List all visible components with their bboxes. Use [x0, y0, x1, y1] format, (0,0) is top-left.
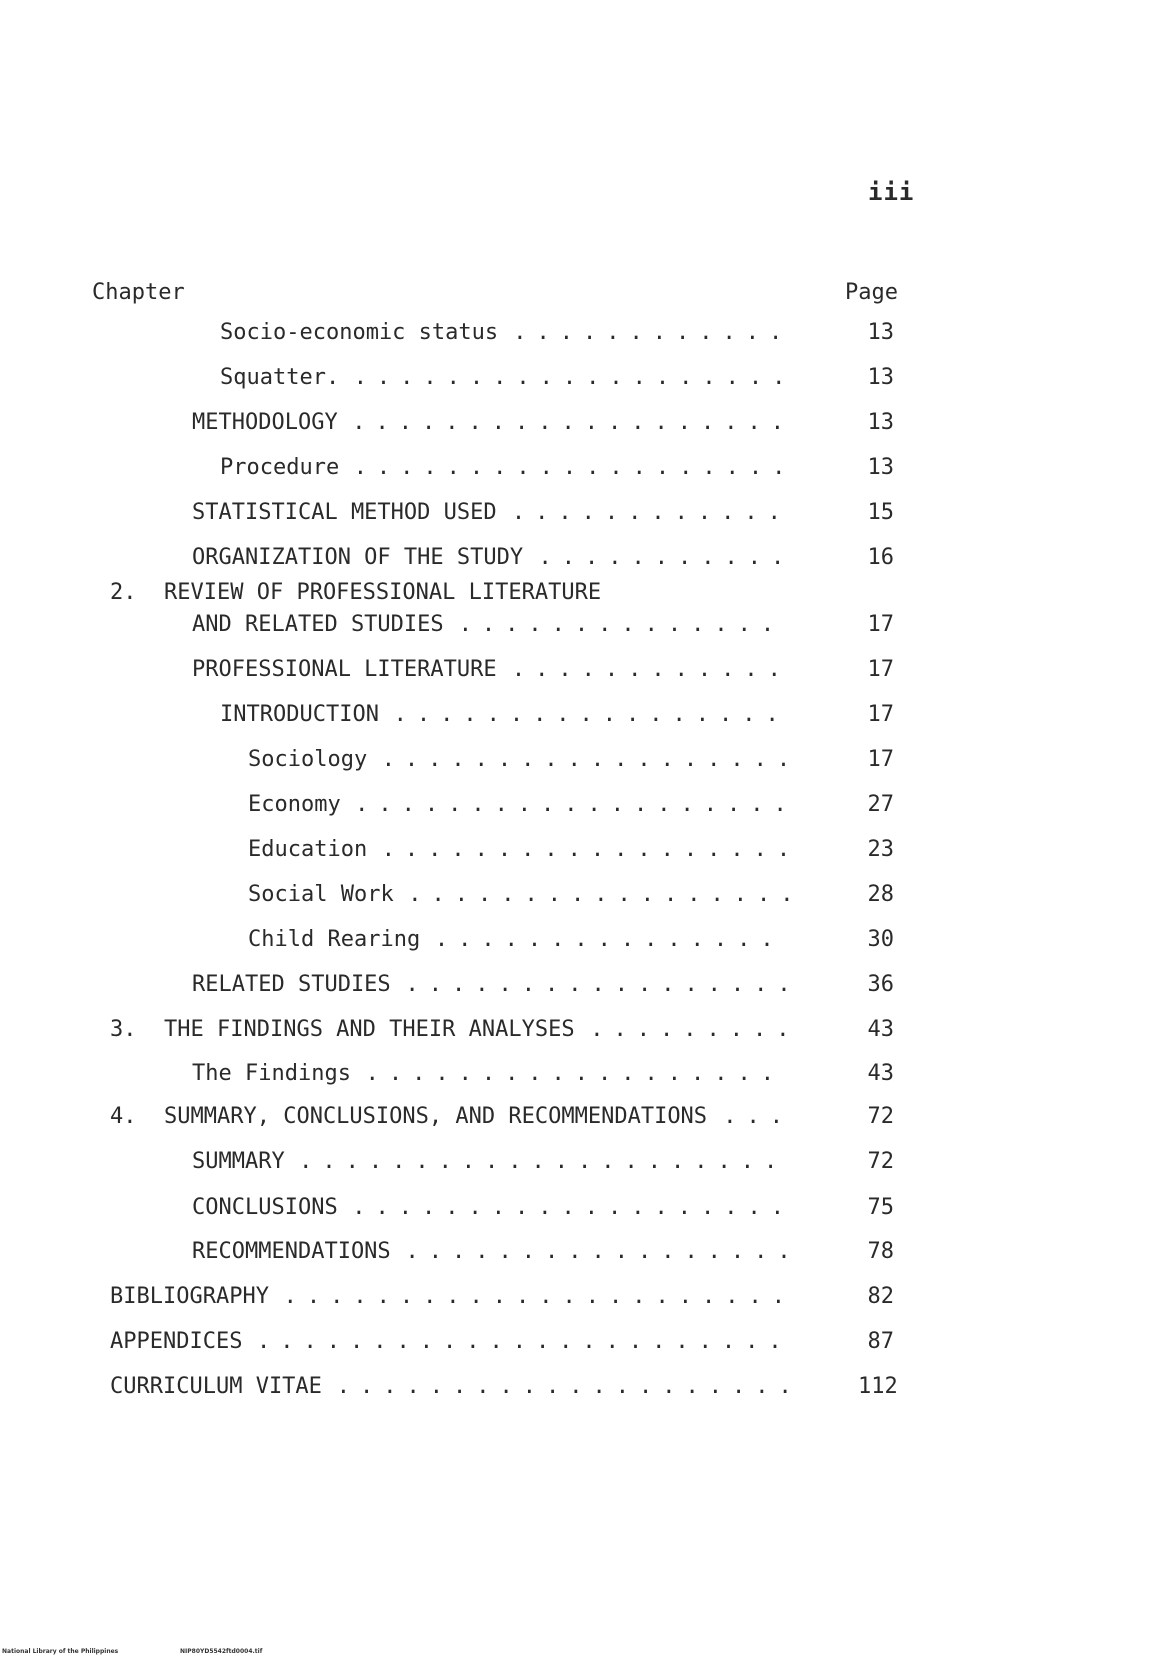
toc-entry-page: 15 — [867, 500, 894, 525]
chapter-column-header: Chapter — [92, 280, 185, 305]
toc-leader-dots: ................... — [353, 365, 796, 390]
toc-entry-title: REVIEW OF PROFESSIONAL LITERATURE — [164, 580, 602, 605]
footer-file-id: NIP80YD5542ftd0004.tif — [180, 1648, 263, 1655]
toc-entry-page: 43 — [867, 1061, 894, 1086]
toc-leader-dots: ......... — [590, 1017, 800, 1042]
toc-leader-dots: ............... — [434, 927, 784, 952]
toc-entry — [0, 500, 1168, 530]
toc-entry-page: 112 — [858, 1374, 898, 1399]
page-number: iii — [868, 178, 915, 206]
toc-leader-dots: ............ — [511, 657, 791, 682]
toc-leader-dots: ................. — [405, 1239, 801, 1264]
toc-entry-title: CONCLUSIONS — [192, 1195, 338, 1220]
toc-leader-dots: ....................... — [257, 1329, 792, 1354]
toc-entry-page: 78 — [867, 1239, 894, 1264]
toc-entry-title: ORGANIZATION OF THE STUDY — [192, 545, 524, 570]
toc-entry-title: SUMMARY — [192, 1149, 285, 1174]
toc-entry-page: 17 — [867, 657, 894, 682]
toc-entry — [0, 657, 1168, 687]
toc-entry — [0, 1149, 1168, 1179]
toc-leader-dots: ................. — [405, 972, 801, 997]
toc-leader-dots: ...................... — [283, 1284, 795, 1309]
toc-entry — [0, 1239, 1168, 1269]
toc-entry-page: 82 — [867, 1284, 894, 1309]
toc-entry — [0, 702, 1168, 732]
toc-entry-page: 17 — [867, 747, 894, 772]
toc-entry-title: SUMMARY, CONCLUSIONS, AND RECOMMENDATIONS — [164, 1104, 708, 1129]
toc-entry — [0, 1374, 1168, 1404]
toc-entry — [0, 837, 1168, 867]
toc-entry-title: RELATED STUDIES — [192, 972, 391, 997]
toc-entry — [0, 747, 1168, 777]
toc-leader-dots: .................. — [381, 747, 801, 772]
toc-entry-page: 23 — [867, 837, 894, 862]
toc-entry-title: CURRICULUM VITAE — [110, 1374, 322, 1399]
toc-entry-page: 13 — [867, 365, 894, 390]
toc-entry-page: 17 — [867, 702, 894, 727]
toc-entry — [0, 1329, 1168, 1359]
toc-leader-dots: ............ — [513, 320, 793, 345]
toc-entry-title: Social Work — [248, 882, 394, 907]
toc-entry — [0, 545, 1168, 575]
toc-leader-dots: ........... — [538, 545, 795, 570]
toc-entry — [0, 1017, 1168, 1047]
toc-entry-title: PROFESSIONAL LITERATURE — [192, 657, 497, 682]
toc-entry-page: 16 — [867, 545, 894, 570]
toc-entry — [0, 792, 1168, 822]
toc-entry-chapter-number: 3. — [110, 1017, 137, 1042]
toc-entry-title: Squatter. — [220, 365, 340, 390]
toc-entry-chapter-number: 2. — [110, 580, 137, 605]
toc-entry-page: 13 — [867, 455, 894, 480]
toc-leader-dots: ................... — [355, 792, 797, 817]
toc-entry-title: STATISTICAL METHOD USED — [192, 500, 497, 525]
toc-entry-page: 36 — [867, 972, 894, 997]
toc-entry — [0, 882, 1168, 912]
toc-entry — [0, 320, 1168, 350]
toc-entry — [0, 365, 1168, 395]
toc-leader-dots: ... — [723, 1104, 794, 1129]
toc-entry-title: INTRODUCTION — [220, 702, 379, 727]
toc-leader-dots: .................. — [365, 1061, 785, 1086]
toc-entry-title: APPENDICES — [110, 1329, 243, 1354]
toc-entry-page: 72 — [867, 1104, 894, 1129]
toc-entry-page: 30 — [867, 927, 894, 952]
toc-leader-dots: ............ — [511, 500, 791, 525]
toc-entry-title: Sociology — [248, 747, 368, 772]
toc-leader-dots: ................. — [408, 882, 804, 907]
toc-entry — [0, 1104, 1168, 1134]
toc-entry — [0, 1195, 1168, 1225]
footer-library-credit: National Library of the Philippines — [2, 1648, 119, 1655]
toc-leader-dots: ................... — [352, 410, 794, 435]
toc-entry-title: RECOMMENDATIONS — [192, 1239, 391, 1264]
page-column-header: Page — [845, 280, 898, 305]
toc-leader-dots: ................... — [352, 1195, 794, 1220]
toc-leader-dots: .................. — [381, 837, 801, 862]
toc-entry-title: Education — [248, 837, 368, 862]
toc-entry-page: 28 — [867, 882, 894, 907]
toc-entry-title: Procedure — [220, 455, 340, 480]
toc-entry — [0, 972, 1168, 1002]
toc-entry — [0, 455, 1168, 485]
toc-entry-title: METHODOLOGY — [192, 410, 338, 435]
toc-leader-dots: .................... — [336, 1374, 802, 1399]
toc-entry-page: 27 — [867, 792, 894, 817]
toc-entry — [0, 580, 1168, 610]
toc-entry — [0, 612, 1168, 642]
toc-entry-page: 87 — [867, 1329, 894, 1354]
toc-entry-page: 43 — [867, 1017, 894, 1042]
toc-leader-dots: .............. — [458, 612, 785, 637]
toc-entry-page: 75 — [867, 1195, 894, 1220]
toc-leader-dots: ................... — [353, 455, 796, 480]
toc-entry-title: AND RELATED STUDIES — [192, 612, 444, 637]
toc-entry — [0, 927, 1168, 957]
toc-entry-page: 17 — [867, 612, 894, 637]
toc-leader-dots: ..................... — [299, 1149, 788, 1174]
toc-entry — [0, 1061, 1168, 1091]
toc-entry-title: Child Rearing — [248, 927, 421, 952]
toc-entry-title: BIBLIOGRAPHY — [110, 1284, 269, 1309]
toc-leader-dots: ................. — [393, 702, 789, 727]
toc-entry — [0, 410, 1168, 440]
toc-entry-title: The Findings — [192, 1061, 351, 1086]
toc-entry-page: 72 — [867, 1149, 894, 1174]
toc-entry-title: Socio-economic status — [220, 320, 499, 345]
toc-entry-title: THE FINDINGS AND THEIR ANALYSES — [164, 1017, 575, 1042]
toc-entry-page: 13 — [867, 410, 894, 435]
toc-entry-chapter-number: 4. — [110, 1104, 137, 1129]
toc-entry-page: 13 — [867, 320, 894, 345]
toc-entry-title: Economy — [248, 792, 341, 817]
toc-entry — [0, 1284, 1168, 1314]
